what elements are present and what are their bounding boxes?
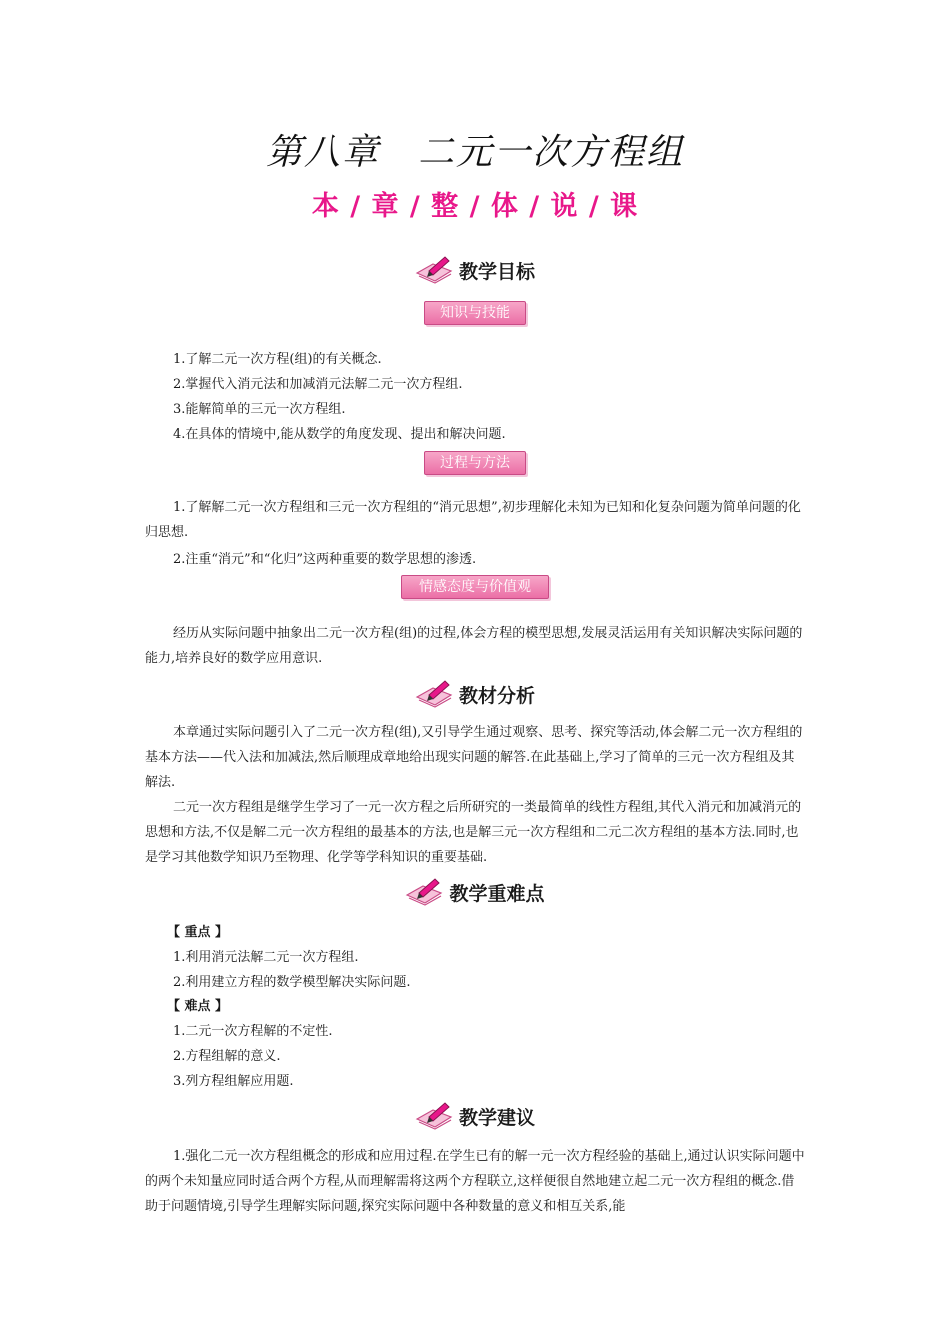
section-title: 教学目标 — [458, 260, 535, 283]
paragraph: 经历从实际问题中抽象出二元一次方程(组)的过程,体会方程的模型思想,发展灵活运用有关知识解决实际问题的能力,培养良好的数学应用意识. — [145, 626, 803, 666]
section-title: 教学建议 — [458, 1106, 535, 1129]
pencil-book-icon — [415, 255, 453, 285]
section-head-suggestions — [0, 1100, 950, 1132]
list-item: 3.能解简单的三元一次方程组. — [173, 402, 346, 417]
difficult-label: 【 难点 】 — [167, 999, 229, 1014]
section-title: 教学重难点 — [449, 882, 545, 905]
badge-knowledge: 知识与技能 — [424, 301, 526, 325]
section-head-goals — [0, 254, 950, 286]
paragraph: 二元一次方程组是继学生学习了一元一次方程之后所研究的一类最简单的线性方程组,其代入消元和加减消元的思想和方法,不仅是解二元一次方程组的最基本的方法,也是解三元一次方程组和二元二次方程组的基本方法.同时,也是学习其他数学知识乃至物理、化学等学科知识的重要基础. — [145, 800, 802, 865]
list-item: 1.利用消元法解二元一次方程组. — [173, 950, 359, 965]
list-item: 2.掌握代入消元法和加减消元法解二元一次方程组. — [173, 377, 463, 392]
list-item: 2.利用建立方程的数学模型解决实际问题. — [173, 975, 411, 990]
section-head-analysis — [0, 678, 950, 710]
paragraph: 1.强化二元一次方程组概念的形成和应用过程.在学生已有的解一元一次方程经验的基础上,通过认识实际问题中的两个未知量应同时适合两个方程,从而理解需将这两个方程联立,这样便很自然地建立起二元一次方程组的概念.借助于问题情境,引导学生理解实际问题,探究实际问题中各种数量的意义和相互关系,能 — [145, 1149, 805, 1214]
pencil-book-icon — [415, 679, 453, 709]
list-item: 4.在具体的情境中,能从数学的角度发现、提出和解决问题. — [173, 427, 506, 442]
list-item: 1.二元一次方程解的不定性. — [173, 1024, 333, 1039]
list-item: 1.了解二元一次方程(组)的有关概念. — [173, 352, 382, 367]
badge-emotion: 情感态度与价值观 — [401, 575, 549, 599]
section-head-keypoints — [0, 876, 950, 908]
list-item: 2.注重“消元”和“化归”这两种重要的数学思想的渗透. — [173, 552, 477, 567]
list-item: 2.方程组解的意义. — [173, 1049, 281, 1064]
list-item: 3.列方程组解应用题. — [173, 1074, 294, 1089]
section-title: 教材分析 — [458, 684, 535, 707]
key-label: 【 重点 】 — [167, 925, 229, 940]
badge-process: 过程与方法 — [424, 451, 526, 475]
paragraph: 本章通过实际问题引入了二元一次方程(组),又引导学生通过观察、思考、探究等活动,体会解二元一次方程组的基本方法——代入法和加减法,然后顺理成章地给出现实问题的解答.在此基础上,学习了简单的三元一次方程组及其解法. — [145, 725, 803, 790]
pencil-book-icon — [415, 1101, 453, 1131]
chapter-title: 第八章 二元一次方程组 — [265, 132, 684, 173]
paragraph: 1.了解解二元一次方程组和三元一次方程组的“消元思想”,初步理解化未知为已知和化复杂问题为简单问题的化归思想. — [145, 500, 801, 540]
pencil-book-icon — [405, 877, 443, 907]
chapter-subtitle: 本 / 章 / 整 / 体 / 说 / 课 — [311, 191, 639, 222]
